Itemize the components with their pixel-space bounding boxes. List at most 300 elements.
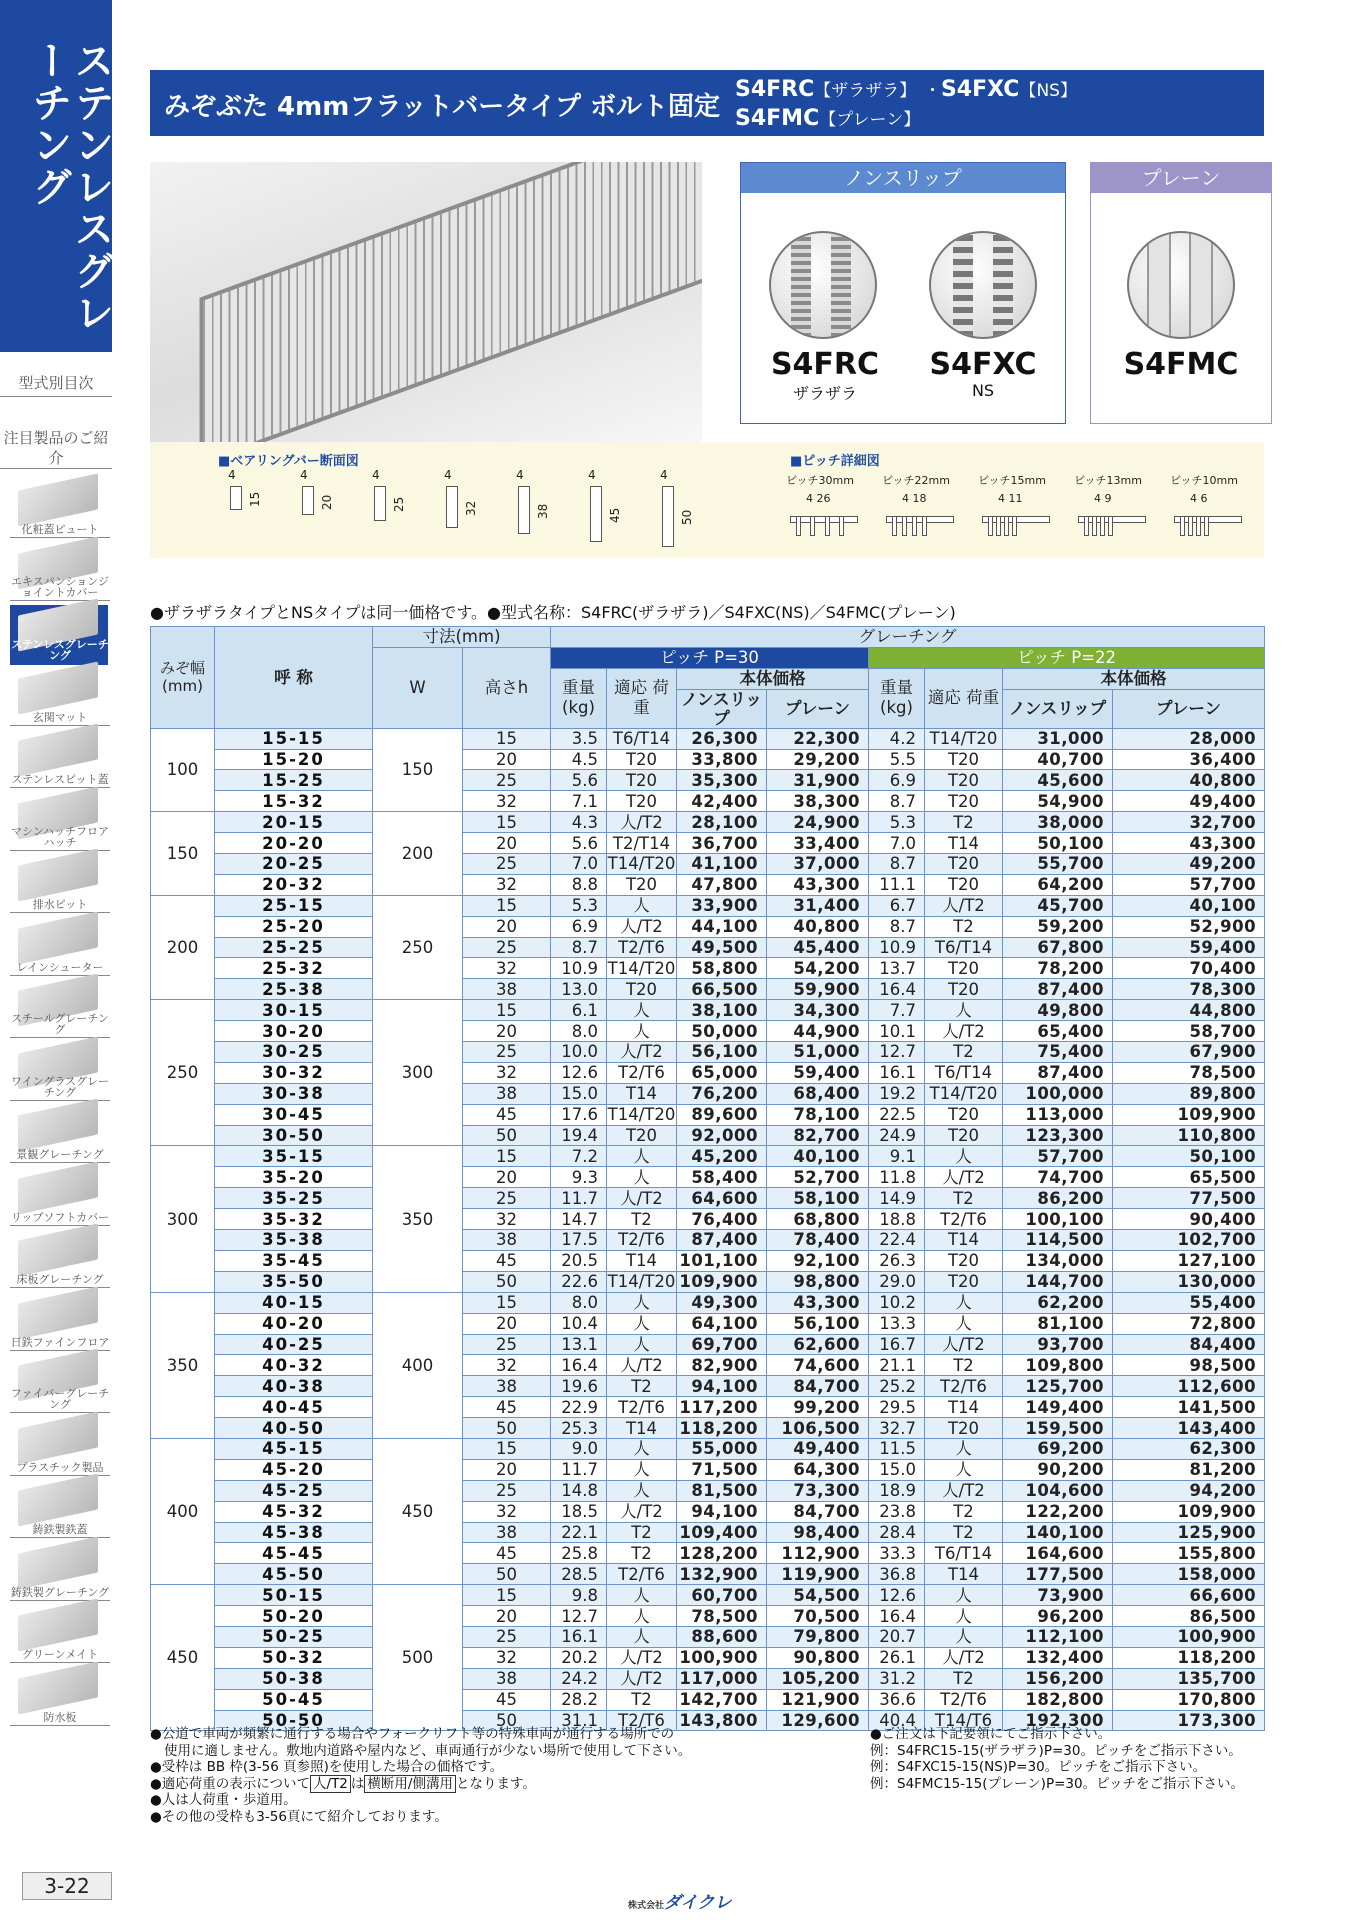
table-row (151, 791, 1265, 812)
bearing-height: 20 (320, 494, 334, 510)
cell-h: 38 (463, 1376, 551, 1397)
table-row (151, 1021, 1265, 1042)
cell-h: 15 (463, 1146, 551, 1167)
cell-W: 350 (373, 1146, 463, 1292)
cell-h: 20 (463, 749, 551, 770)
cell-weight30: 15.0 (551, 1083, 607, 1104)
cell-weight30: 25.8 (551, 1543, 607, 1564)
model-fmc: S4FMC (735, 106, 820, 131)
sidebar-item-17[interactable] (10, 1543, 108, 1603)
cell-W: 500 (373, 1585, 463, 1731)
cell-plain22: 89,800 (1113, 1083, 1265, 1104)
cell-W: 450 (373, 1438, 463, 1584)
order-note-4: 例：S4FMC15-15(プレーン)P=30。ピッチをご指示下さい。 (870, 1775, 1245, 1792)
sidebar-item-14[interactable] (10, 1355, 108, 1415)
table-row (151, 854, 1265, 875)
cell-load30: T14 (607, 1250, 677, 1271)
cell-weight22: 22.5 (869, 1104, 925, 1125)
sidebar-thumb (18, 1223, 98, 1276)
cell-load22: 人 (925, 1626, 1003, 1647)
cell-plain30: 68,400 (767, 1083, 869, 1104)
cell-plain30: 99,200 (767, 1397, 869, 1418)
cell-nonslip22: 112,100 (1003, 1626, 1113, 1647)
th-name: 呼 称 (215, 627, 373, 729)
cell-plain30: 56,100 (767, 1313, 869, 1334)
bearing-bar (446, 486, 458, 528)
cell-load22: T6/T14 (925, 937, 1003, 958)
cell-nonslip22: 45,700 (1003, 895, 1113, 916)
cell-load30: T20 (607, 770, 677, 791)
sidebar-item-7[interactable] (10, 918, 108, 978)
cell-load22: T20 (925, 1125, 1003, 1146)
cell-nonslip22: 132,400 (1003, 1647, 1113, 1668)
cell-load30: T2/T6 (607, 1062, 677, 1083)
cell-weight22: 16.7 (869, 1334, 925, 1355)
model-frc: S4FRC (735, 77, 815, 102)
cell-nonslip22: 87,400 (1003, 1062, 1113, 1083)
cell-weight22: 11.8 (869, 1167, 925, 1188)
table-row (151, 1522, 1265, 1543)
cell-weight30: 13.0 (551, 979, 607, 1000)
cell-nonslip22: 78,200 (1003, 958, 1113, 979)
cell-width: 100 (151, 728, 215, 812)
cell-plain22: 49,400 (1113, 791, 1265, 812)
cell-nonslip22: 75,400 (1003, 1042, 1113, 1063)
cell-h: 50 (463, 1418, 551, 1439)
cell-name: 40-15 (215, 1292, 373, 1313)
model-fxc-sub: 【NS】 (1019, 81, 1077, 101)
cell-load22: T2 (925, 1355, 1003, 1376)
cell-name: 50-15 (215, 1585, 373, 1606)
cell-load30: 人 (607, 1146, 677, 1167)
cell-nonslip30: 118,200 (677, 1418, 767, 1439)
page-number: 3-22 (22, 1872, 112, 1900)
cell-h: 15 (463, 812, 551, 833)
cell-load22: T2/T6 (925, 1689, 1003, 1710)
sidebar-item-label: レインシューター (10, 962, 110, 976)
cell-load22: T6/T14 (925, 1543, 1003, 1564)
cell-weight22: 10.1 (869, 1021, 925, 1042)
cell-h: 20 (463, 1606, 551, 1627)
table-row (151, 1334, 1265, 1355)
sidebar-item-2[interactable] (10, 605, 108, 665)
table-row (151, 1376, 1265, 1397)
cell-plain30: 59,400 (767, 1062, 869, 1083)
cell-plain22: 130,000 (1113, 1271, 1265, 1292)
sidebar-item-1[interactable] (10, 543, 108, 603)
cell-h: 25 (463, 937, 551, 958)
cell-name: 40-32 (215, 1355, 373, 1376)
cell-weight30: 17.5 (551, 1230, 607, 1251)
table-row (151, 1271, 1265, 1292)
cell-plain22: 62,300 (1113, 1438, 1265, 1459)
bearing-bar (230, 486, 242, 510)
cell-load22: 人 (925, 1438, 1003, 1459)
th-load30: 適応 荷重 (607, 668, 677, 728)
cell-width: 200 (151, 895, 215, 999)
sidebar-item-label: ステンレスピット蓋 (11, 773, 109, 786)
sidebar-thumb (18, 723, 98, 776)
cell-name: 50-38 (215, 1668, 373, 1689)
cell-name: 35-38 (215, 1230, 373, 1251)
bearing-width: 4 (660, 468, 668, 482)
sidebar-item-label: ステンレスグレーチング (11, 638, 109, 662)
cell-load22: T20 (925, 791, 1003, 812)
cell-load22: 人/T2 (925, 1334, 1003, 1355)
cell-name: 35-20 (215, 1167, 373, 1188)
cell-nonslip30: 142,700 (677, 1689, 767, 1710)
cell-load22: 人/T2 (925, 1480, 1003, 1501)
cell-weight22: 5.5 (869, 749, 925, 770)
cell-load22: T2 (925, 1188, 1003, 1209)
cell-name: 40-50 (215, 1418, 373, 1439)
note-5: ●その他の受枠も3-56頁にて紹介しております。 (150, 1808, 448, 1825)
bearing-bar (374, 486, 386, 521)
bearing-width: 4 (516, 468, 524, 482)
cell-name: 50-20 (215, 1606, 373, 1627)
cell-name: 30-32 (215, 1062, 373, 1083)
cell-name: 45-25 (215, 1480, 373, 1501)
cell-load30: T20 (607, 874, 677, 895)
cell-nonslip30: 66,500 (677, 979, 767, 1000)
cell-load22: T20 (925, 958, 1003, 979)
cell-weight30: 10.0 (551, 1042, 607, 1063)
cell-weight22: 31.2 (869, 1668, 925, 1689)
cell-plain30: 24,900 (767, 812, 869, 833)
sidebar-item-15[interactable] (10, 1418, 108, 1478)
pitch-label: ピッチ22mm (882, 474, 950, 487)
sidebar-item-18[interactable] (10, 1605, 108, 1665)
cell-weight22: 16.1 (869, 1062, 925, 1083)
cell-load30: T14/T20 (607, 958, 676, 978)
table-row (151, 728, 1265, 749)
th-weight22: 重量 (kg) (869, 668, 925, 728)
cell-nonslip22: 125,700 (1003, 1376, 1113, 1397)
cell-nonslip22: 123,300 (1003, 1125, 1113, 1146)
plain-box (1090, 162, 1272, 424)
cell-weight22: 8.7 (869, 854, 925, 875)
cell-h: 15 (463, 1438, 551, 1459)
cell-plain30: 31,400 (767, 895, 869, 916)
sidebar-item-5[interactable] (10, 793, 108, 853)
table-row (151, 1104, 1265, 1125)
cell-weight30: 19.6 (551, 1376, 607, 1397)
pitch-drawing (1174, 508, 1240, 536)
cell-plain22: 66,600 (1113, 1585, 1265, 1606)
cell-name: 45-50 (215, 1564, 373, 1585)
bearing-width: 4 (300, 468, 308, 482)
bearing-height: 38 (536, 503, 550, 520)
cell-plain30: 29,200 (767, 749, 869, 770)
cell-nonslip22: 182,800 (1003, 1689, 1113, 1710)
cell-width: 450 (151, 1585, 215, 1731)
sidebar-thumb (18, 911, 98, 964)
cell-weight22: 11.1 (869, 874, 925, 895)
cell-load22: T14 (925, 1564, 1003, 1585)
cell-name: 50-25 (215, 1626, 373, 1647)
cell-plain22: 141,500 (1113, 1397, 1265, 1418)
sidebar-item-label: 床板グレーチング (10, 1274, 110, 1288)
cell-name: 45-38 (215, 1522, 373, 1543)
cell-weight22: 22.4 (869, 1230, 925, 1251)
cell-h: 25 (463, 1480, 551, 1501)
company-prefix: 株式会社 (628, 1901, 665, 1911)
cell-weight22: 15.0 (869, 1459, 925, 1480)
sidebar-item-label: リップソフトカバー (10, 1210, 110, 1224)
fmc-surface-icon (1127, 231, 1235, 339)
cell-nonslip22: 69,200 (1003, 1438, 1113, 1459)
table-row (151, 1230, 1265, 1251)
cell-plain30: 106,500 (767, 1418, 869, 1439)
sidebar-item-16[interactable] (10, 1480, 108, 1540)
cell-load30: 人 (607, 1021, 677, 1042)
cell-nonslip22: 50,100 (1003, 833, 1113, 854)
cell-weight30: 25.3 (551, 1418, 607, 1439)
cell-plain22: 52,900 (1113, 916, 1265, 937)
pitch-dim: 4 6 (1190, 492, 1208, 505)
table-row (151, 1585, 1265, 1606)
sidebar-thumb (18, 1598, 98, 1651)
cell-h: 20 (463, 1021, 551, 1042)
pitch-dim: 4 11 (998, 492, 1023, 505)
cell-plain30: 121,900 (767, 1689, 869, 1710)
cell-nonslip22: 149,400 (1003, 1397, 1113, 1418)
cell-nonslip30: 100,900 (677, 1647, 767, 1668)
cell-weight30: 8.8 (551, 874, 607, 895)
cell-width: 350 (151, 1292, 215, 1438)
cell-nonslip30: 50,000 (677, 1021, 767, 1042)
cell-load30: T20 (607, 791, 677, 812)
cell-load22: T2 (925, 812, 1003, 833)
cell-plain22: 55,400 (1113, 1292, 1265, 1313)
cell-plain22: 78,300 (1113, 979, 1265, 1000)
cell-h: 38 (463, 1230, 551, 1251)
nonslip-header: ノンスリップ (741, 163, 1065, 193)
cell-name: 25-25 (215, 937, 373, 958)
sidebar-item-13[interactable] (10, 1293, 108, 1353)
table-row (151, 1209, 1265, 1230)
cell-h: 45 (463, 1104, 551, 1125)
sidebar-item-8[interactable] (10, 980, 108, 1040)
cell-nonslip30: 49,300 (677, 1292, 767, 1313)
cell-nonslip22: 100,100 (1003, 1209, 1113, 1230)
table-row (151, 1543, 1265, 1564)
cell-h: 45 (463, 1250, 551, 1271)
cell-nonslip30: 41,100 (677, 854, 767, 875)
th-pitch30: ピッチ P=30 (551, 647, 869, 668)
cell-plain22: 100,900 (1113, 1626, 1265, 1647)
cell-load22: T20 (925, 749, 1003, 770)
cell-load30: 人 (607, 1585, 677, 1606)
table-row (151, 1647, 1265, 1668)
table-row (151, 1606, 1265, 1627)
sidebar-item-label: グリーンメイト (10, 1649, 110, 1663)
bearing-height: 45 (608, 507, 622, 523)
cell-weight30: 11.7 (551, 1188, 607, 1209)
note-3-box2: 横断用/側溝用 (364, 1775, 456, 1793)
cell-plain22: 158,000 (1113, 1564, 1265, 1585)
cell-plain22: 36,400 (1113, 749, 1265, 770)
category-title: ステンレスグレーチング (0, 0, 112, 352)
sidebar-item-label: ファイバーグレーチング (10, 1387, 110, 1411)
cell-nonslip30: 64,100 (677, 1313, 767, 1334)
cell-plain30: 51,000 (767, 1042, 869, 1063)
cell-weight30: 13.1 (551, 1334, 607, 1355)
cell-nonslip22: 65,400 (1003, 1021, 1113, 1042)
cell-nonslip30: 33,900 (677, 895, 767, 916)
sidebar-item-3[interactable] (10, 668, 108, 728)
cell-load22: 人 (925, 1585, 1003, 1606)
cell-weight30: 8.0 (551, 1021, 607, 1042)
cell-nonslip22: 164,600 (1003, 1543, 1113, 1564)
table-row (151, 1480, 1265, 1501)
cell-plain22: 50,100 (1113, 1146, 1265, 1167)
cell-plain30: 98,800 (767, 1271, 869, 1292)
cell-weight22: 4.2 (869, 728, 925, 749)
cell-h: 32 (463, 874, 551, 895)
cell-weight22: 40.4 (869, 1710, 925, 1731)
note-top: ●ザラザラタイプとNSタイプは同一価格です。●型式名称：S4FRC(ザラザラ)／S4FXC(NS)／S4FMC(プレーン) (150, 603, 956, 622)
cell-load22: T20 (925, 874, 1003, 895)
cell-load22: T14/T6 (925, 1710, 1003, 1731)
cell-nonslip30: 132,900 (677, 1564, 767, 1585)
cell-weight30: 19.4 (551, 1125, 607, 1146)
cell-plain30: 40,100 (767, 1146, 869, 1167)
cell-weight30: 7.2 (551, 1146, 607, 1167)
grating-image (200, 162, 702, 442)
link-featured[interactable]: 注目製品のご紹介 (0, 428, 112, 469)
bearing-bar (302, 486, 314, 515)
cell-load22: T20 (925, 854, 1003, 875)
cell-weight22: 5.3 (869, 812, 925, 833)
cell-weight22: 36.8 (869, 1564, 925, 1585)
cell-load30: 人 (607, 895, 677, 916)
cell-load30: T2 (607, 1522, 677, 1543)
cell-nonslip22: 62,200 (1003, 1292, 1113, 1313)
cell-name: 45-20 (215, 1459, 373, 1480)
cell-load22: T2 (925, 916, 1003, 937)
cell-plain22: 143,400 (1113, 1418, 1265, 1439)
cell-load30: T2 (607, 1376, 677, 1397)
table-row (151, 833, 1265, 854)
table-row (151, 874, 1265, 895)
cell-nonslip30: 78,500 (677, 1606, 767, 1627)
th-pitch22: ピッチ P=22 (869, 647, 1265, 668)
sidebar-thumb (18, 1161, 98, 1214)
note-3-box1: 人/T2 (310, 1775, 351, 1793)
cell-load30: T2/T6 (607, 1710, 677, 1731)
link-type-index[interactable]: 型式別目次 (0, 372, 112, 397)
cell-nonslip22: 59,200 (1003, 916, 1113, 937)
cell-load30: T2/T6 (607, 1564, 677, 1585)
cell-weight30: 3.5 (551, 728, 607, 749)
cell-plain30: 22,300 (767, 728, 869, 749)
cell-name: 30-50 (215, 1125, 373, 1146)
note-4: ●人は人荷重・歩道用。 (150, 1792, 297, 1808)
sidebar-item-4[interactable] (10, 730, 108, 790)
pitch-label: ピッチ10mm (1170, 474, 1238, 487)
cell-plain22: 109,900 (1113, 1501, 1265, 1522)
sidebar-item-12[interactable] (10, 1230, 108, 1290)
sidebar-item-label: 防水板 (10, 1712, 110, 1726)
pitch-drawing (982, 508, 1048, 536)
th-h: 高さh (463, 647, 551, 728)
cell-load30: T2/T6 (607, 1230, 677, 1251)
cell-plain22: 81,200 (1113, 1459, 1265, 1480)
cell-weight30: 16.1 (551, 1626, 607, 1647)
cell-h: 38 (463, 1668, 551, 1689)
pitch-drawing (1078, 508, 1144, 536)
cell-plain30: 74,600 (767, 1355, 869, 1376)
bearing-width: 4 (372, 468, 380, 482)
sidebar-item-9[interactable] (10, 1043, 108, 1103)
cell-name: 45-15 (215, 1438, 373, 1459)
cell-nonslip30: 55,000 (677, 1438, 767, 1459)
cell-plain30: 119,900 (767, 1564, 869, 1585)
cell-load22: T14/T20 (925, 728, 1003, 749)
cell-name: 50-50 (215, 1710, 373, 1731)
cell-load22: 人/T2 (925, 1021, 1003, 1042)
cell-h: 50 (463, 1564, 551, 1585)
table-row (151, 1125, 1265, 1146)
cell-name: 20-32 (215, 874, 373, 895)
cell-plain22: 40,100 (1113, 895, 1265, 916)
th-width: みぞ幅 (mm) (151, 627, 215, 729)
sidebar-item-10[interactable] (10, 1105, 108, 1165)
cell-name: 15-32 (215, 791, 373, 812)
table-row (151, 1000, 1265, 1021)
cell-plain30: 105,200 (767, 1668, 869, 1689)
order-note-3: 例：S4FXC15-15(NS)P=30。ピッチをご指示下さい。 (870, 1759, 1207, 1775)
sidebar-item-11[interactable] (10, 1168, 108, 1228)
cell-plain30: 31,900 (767, 770, 869, 791)
cell-load22: T20 (925, 770, 1003, 791)
cell-plain22: 98,500 (1113, 1355, 1265, 1376)
sidebar-item-6[interactable] (10, 855, 108, 915)
table-row (151, 1146, 1265, 1167)
sidebar-item-0[interactable] (10, 480, 108, 540)
cell-plain22: 78,500 (1113, 1062, 1265, 1083)
cell-name: 40-45 (215, 1397, 373, 1418)
cell-weight30: 4.3 (551, 812, 607, 833)
cell-load30: 人 (607, 1292, 677, 1313)
fxc-sub: NS (971, 381, 995, 400)
plain-header: プレーン (1091, 163, 1271, 193)
product-photo (150, 162, 702, 442)
cell-h: 32 (463, 1062, 551, 1083)
cell-nonslip30: 58,400 (677, 1167, 767, 1188)
cell-plain30: 64,300 (767, 1459, 869, 1480)
cell-plain30: 112,900 (767, 1543, 869, 1564)
cell-nonslip30: 45,200 (677, 1146, 767, 1167)
cell-nonslip30: 33,800 (677, 749, 767, 770)
sidebar-item-label: エキスパンションジョイントカバー (10, 574, 109, 599)
sidebar-item-19[interactable] (10, 1668, 108, 1728)
cell-weight30: 18.5 (551, 1501, 607, 1522)
cell-name: 40-25 (215, 1334, 373, 1355)
cell-load30: 人/T2 (607, 1501, 677, 1522)
table-row (151, 1292, 1265, 1313)
bearing-height: 15 (248, 491, 262, 507)
cell-W: 250 (373, 895, 463, 999)
price-table (150, 626, 1265, 1731)
cell-weight30: 5.6 (551, 833, 607, 854)
cell-weight22: 36.6 (869, 1689, 925, 1710)
cell-plain30: 84,700 (767, 1501, 869, 1522)
th-weight30: 重量 (kg) (551, 668, 607, 728)
cell-width: 150 (151, 812, 215, 896)
cell-load30: 人 (607, 1480, 677, 1501)
